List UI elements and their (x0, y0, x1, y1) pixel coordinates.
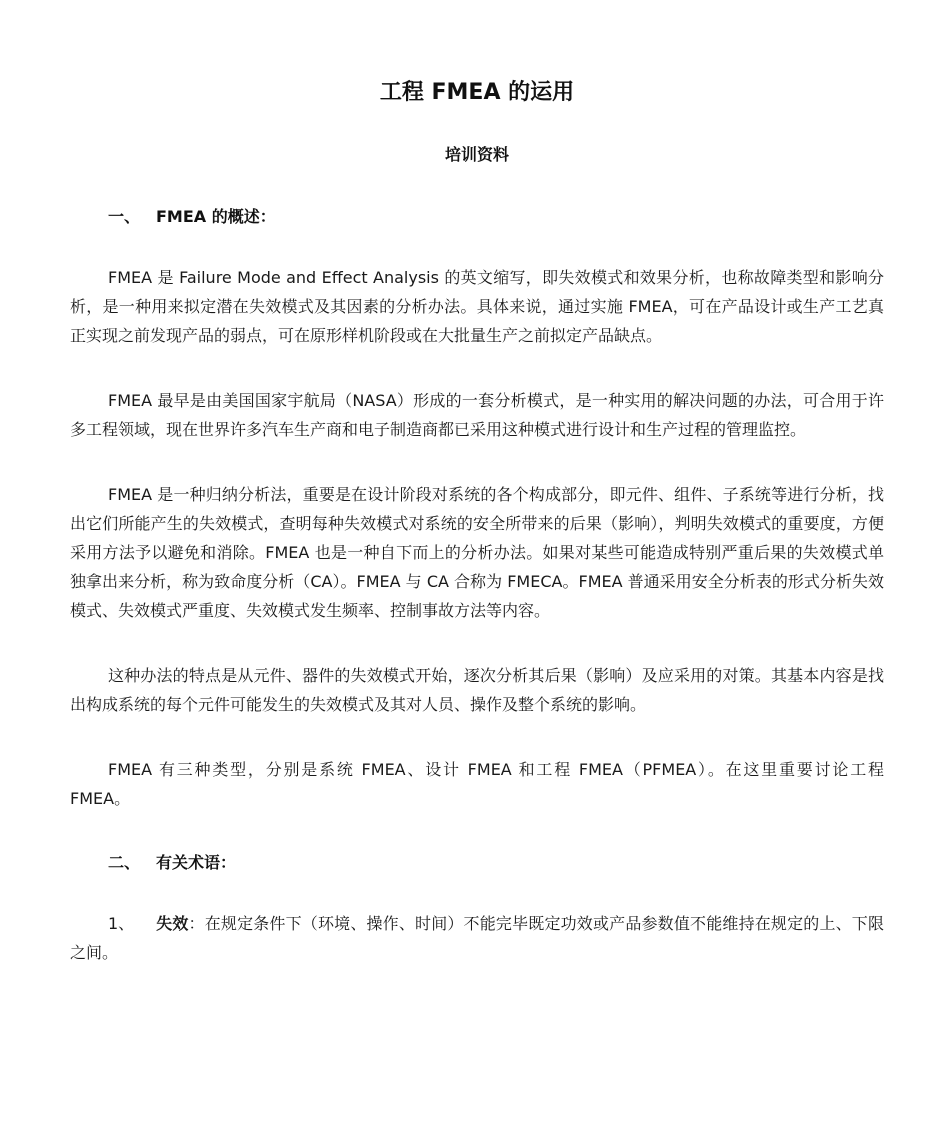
document-subtitle: 培训资料 (444, 145, 509, 164)
term-number: 1、 (108, 914, 135, 933)
term-definition: ：在规定条件下（环境、操作、时间）不能完毕既定功效或产品参数值不能维持在规定的上、下限之间。 (70, 914, 884, 962)
term-item (70, 909, 884, 967)
section-number: 二、 (108, 853, 141, 872)
section-number: 一、 (108, 207, 141, 226)
paragraph-types: FMEA 有三种类型，分别是系统 FMEA、设计 FMEA 和工程 FMEA（PFMEA）。在这里重要讨论工程 FMEA。 (70, 760, 884, 808)
paragraph-definition: FMEA 是 Failure Mode and Effect Analysis 的英文缩写，即失效模式和效果分析，也称故障类型和影响分析，是一种用来拟定潜在失效模式及其因素的分析办法。具体来说，通过实施 FMEA，可在产品设计或生产工艺真正实现之前发现产品的弱点，可在原形样机阶段或在大批量生产之前拟定产品缺点。 (70, 268, 884, 345)
section-heading-overview (108, 205, 884, 229)
paragraph-characteristics: 这种办法的特点是从元件、器件的失效模式开始，逐次分析其后果（影响）及应采用的对策。其基本内容是找出构成系统的每个元件可能发生的失效模式及其对人员、操作及整个系统的影响。 (70, 666, 884, 714)
section-heading-terms (108, 851, 884, 875)
section-title: 有关术语： (156, 853, 237, 872)
section-title: FMEA 的概述： (156, 207, 276, 226)
paragraph-origin: FMEA 最早是由美国国家宇航局（NASA）形成的一套分析模式，是一种实用的解决问题的办法，可合用于许多工程领域，现在世界许多汽车生产商和电子制造商都已采用这种模式进行设计和生产过程的管理监控。 (70, 391, 884, 439)
term-name: 失效 (156, 914, 189, 933)
paragraph-method: FMEA 是一种归纳分析法，重要是在设计阶段对系统的各个构成部分，即元件、组件、子系统等进行分析，找出它们所能产生的失效模式，查明每种失效模式对系统的安全所带来的后果（影响），判明失效模式的重要度，方便采用方法予以避免和消除。FMEA 也是一种自下而上的分析办法。如果对某些可能造成特别严重后果的失效模式单独拿出来分析，称为致命度分析（CA）。FMEA 与 CA 合称为 FMECA。FMEA 普通采用安全分析表的形式分析失效模式、失效模式严重度、失效模式发生频率、控制事故方法等内容。 (70, 485, 884, 620)
document-title: 工程 FMEA 的运用 (379, 80, 575, 105)
